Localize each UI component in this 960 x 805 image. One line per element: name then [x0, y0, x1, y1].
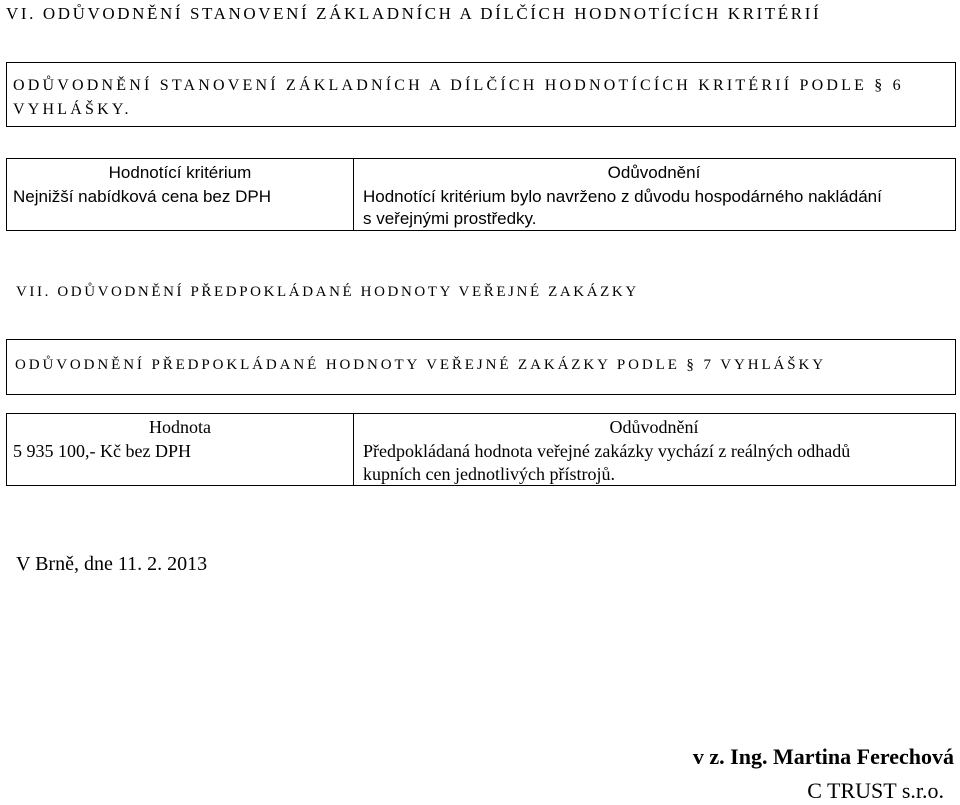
- section-6-subheading-box: [6, 62, 956, 127]
- section-7-subheading: ODŮVODNĚNÍ PŘEDPOKLÁDANÉ HODNOTY VEŘEJNÉ ZAKÁZKY PODLE § 7 VYHLÁŠKY: [15, 357, 826, 373]
- signature-name: v z. Ing. Martina Ferechová: [692, 744, 954, 769]
- justification-value-line2: s veřejnými prostředky.: [363, 209, 537, 228]
- criteria-table: [6, 158, 956, 231]
- criteria-value: Nejnižší nabídková cena bez DPH: [13, 187, 271, 206]
- value-header: Hodnota: [149, 417, 211, 437]
- justification-value-line1: Hodnotící kritérium bylo navrženo z důvodu hospodárného nakládání: [363, 187, 882, 206]
- signature-company: C TRUST s.r.o.: [807, 778, 944, 803]
- value-justification-line2: kupních cen jednotlivých přístrojů.: [363, 464, 615, 484]
- section-6-subheading-line1: ODŮVODNĚNÍ STANOVENÍ ZÁKLADNÍCH A DÍLČÍCH HODNOTÍCÍCH KRITÉRIÍ PODLE § 6: [13, 77, 904, 94]
- section-7-subheading-box: [6, 339, 956, 395]
- section-6-title: VI. ODŮVODNĚNÍ STANOVENÍ ZÁKLADNÍCH A DÍLČÍCH HODNOTÍCÍCH KRITÉRIÍ: [6, 4, 822, 23]
- place-date: V Brně, dne 11. 2. 2013: [16, 553, 208, 575]
- value-justification-line1: Předpokládaná hodnota veřejné zakázky vychází z reálných odhadů: [363, 441, 851, 461]
- value-justification-header: Odůvodnění: [609, 417, 699, 437]
- criteria-header: Hodnotící kritérium: [108, 163, 252, 182]
- value-amount: 5 935 100,- Kč bez DPH: [13, 441, 191, 461]
- section-7-title: VII. ODŮVODNĚNÍ PŘEDPOKLÁDANÉ HODNOTY VEŘEJNÉ ZAKÁZKY: [16, 284, 639, 300]
- value-table: [6, 413, 956, 486]
- section-6-subheading-line2: VYHLÁŠKY.: [13, 101, 132, 118]
- justification-header: Odůvodnění: [607, 163, 701, 182]
